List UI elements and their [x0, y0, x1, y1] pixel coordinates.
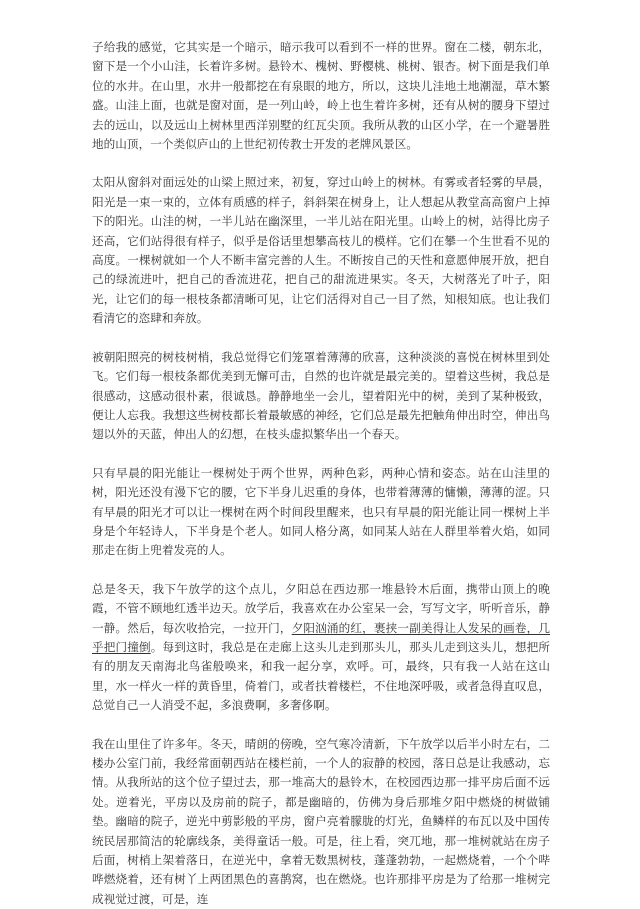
paragraph-5 [92, 580, 550, 716]
paragraph-gap [92, 329, 550, 348]
paragraph-6 [92, 735, 550, 909]
paragraph-4 [92, 464, 550, 561]
paragraph-gap [92, 154, 550, 173]
paragraph-1 [92, 38, 550, 154]
article-body [92, 38, 550, 909]
paragraph-2 [92, 173, 550, 328]
paragraph-gap [92, 445, 550, 464]
paragraph-5-text-a: 总是冬天，我下午放学的这个点儿，夕阳总在西边那一堆悬铃木后面，携带山顶上的晚霞，不管不顾地红透半边天。放学后，我喜欢在办公室呆一会，写写文字，听听音乐，静一静。然后，每次收拾完，一拉开门， [92, 581, 550, 635]
paragraph-gap [92, 716, 550, 735]
paragraph-5-underlined-text: 夕阳汹涌的红，裹挟一副美得让人发呆的画卷，几乎把门撞倒 [92, 620, 550, 654]
paragraph-4-text: 只有早晨的阳光能让一棵树处于两个世界，两种色彩，两种心情和姿态。站在山洼里的树，阳光还没有漫下它的腰，它下半身儿迟重的身体，也带着薄薄的慵懒，薄薄的涩。只有早晨的阳光才可以让一棵树在两个时间段里醒来，也只有早晨的阳光能让同一棵树上半身是个年轻诗人，下半身是个老人。如同人格分离，如同某人站在人群里举着火焰，如同那走在街上兜着发亮的人。 [92, 465, 550, 558]
paragraph-3-text: 被朝阳照亮的树枝树梢，我总觉得它们笼罩着薄薄的欣喜，这种淡淡的喜悦在树林里到处飞。它们每一根枝条都优美到无懈可击，自然的也许就是最完美的。望着这些树，我总是很感动，这感动很朴素，很诚恳。静静地坐一会儿，望着阳光中的树，美到了某种极致，便让人忘我。我想这些树枝都长着最敏感的神经，它们总是最先把触角伸出时空，伸出鸟翅以外的天蓝，伸出人的幻想，在枝头虚拟繁华出一个春天。 [92, 349, 550, 442]
paragraph-6-text: 我在山里住了许多年。冬天，晴朗的傍晚，空气寒冷清新，下午放学以后半小时左右，二楼办公室门前，我经常面朝西站在楼栏前，一个人的寂静的校园，落日总是让我感动，忘情。从我所站的这个位子望过去，那一堆高大的悬铃木，在校园西边那一排平房后面不远处。逆着光，平房以及房前的院子，都是幽暗的，仿佛为身后那堆夕阳中燃烧的树做铺垫。幽暗的院子，逆光中剪影般的平房，窗户亮着朦胧的灯光，鱼鳞样的布瓦以及中国传统民居那简洁的轮廓线条，美得童话一般。可是，往上看，突兀地，那一堆树就站在房子后面，树梢上架着落日，在逆光中，拿着无数黑树枝，蓬蓬勃勃，一起燃烧着，一个个哔哗燃烧着，还有树丫上两团黑色的喜鹊窝，也在燃烧。也许那排平房是为了给那一堆树完成视觉过渡，可是，连 [92, 736, 550, 906]
paragraph-5-text-b: 。每到这时，我总是在走廊上这头儿走到那头儿，那头儿走到这头儿，想把所有的朋友天南海北鸟雀般唤来，和我一起分享，欢呼。可，最终，只有我一人站在这山里，水一样火一样的黄昏里，倚着门，或者扶着楼栏，不住地深呼吸，或者急得直叹息，总觉自己一人消受不起，多浪费啊，多奢侈啊。 [92, 639, 550, 713]
paragraph-2-text: 太阳从窗斜对面远处的山梁上照过来，初复，穿过山岭上的树林。有雾或者轻雾的早晨，阳光是一束一束的，立体有质感的样子，斜斜架在树身上，让人想起从教堂高高窗户上掉下的阳光。山洼的树，一半儿站在幽深里，一半儿站在阳光里。山岭上的树，站得比房子还高，它们站得很有样子，似乎是俗话里想攀高枝儿的模样。它们在攀一个生世看不见的高度。一棵树就如一个人不断丰富完善的人生。不断按自己的天性和意愿伸展开放，把自己的绿流进叶，把自己的香流进花，把自己的甜流进果实。冬天，大树落光了叶子，阳光，让它们的每一根枝条都清晰可见，让它们活得对自己一目了然，知根知底。也让我们看清它的恣肆和奔放。 [92, 175, 550, 326]
paragraph-1-text: 子给我的感觉，它其实是一个暗示，暗示我可以看到不一样的世界。窗在二楼，朝东北，窗下是一个小山洼，长着许多树。悬铃木、槐树、野樱桃、桃树、银杏。树下面是我们单位的水井。在山里，水井一般都挖在有泉眼的地方，所以，这块儿洼地土地潮湿，草木繁盛。山洼上面，也就是窗对面，是一列山岭，岭上也生着许多树，还有从树的腰身下望过去的远山，以及远山上树林里西洋别墅的红瓦尖顶。我所从教的山区小学，在一个避暑胜地的山顶，一个类似庐山的上世纪初传教士开发的老牌风景区。 [92, 40, 550, 152]
paragraph-gap [92, 561, 550, 580]
paragraph-3 [92, 348, 550, 445]
